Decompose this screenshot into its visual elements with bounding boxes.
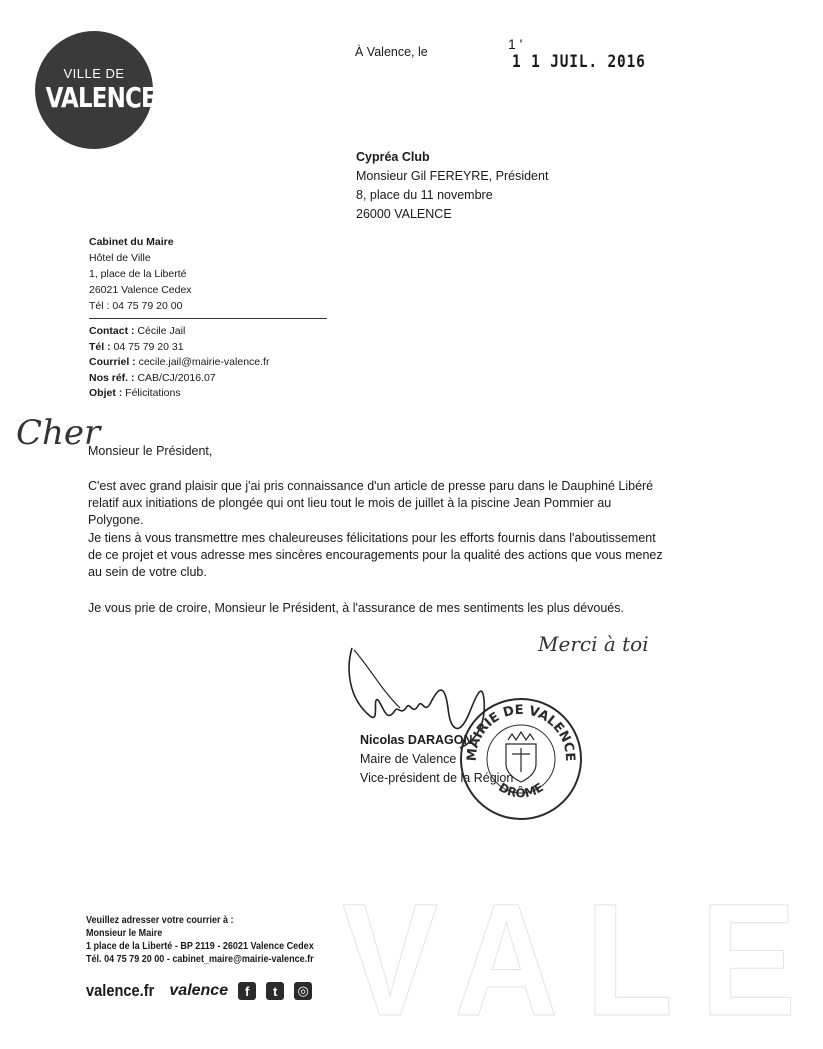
sender-line: 26021 Valence Cedex (89, 284, 192, 296)
sender-line: Tél : 04 75 79 20 00 (89, 300, 183, 312)
facebook-icon[interactable]: f (238, 982, 256, 1000)
logo-line-2: VALENCE (45, 81, 156, 114)
signer-name: Nicolas DARAGON (360, 733, 473, 747)
seal-top-text: MAIRIE DE VALENCE (464, 702, 578, 762)
footer-bar (86, 978, 312, 1004)
brand-logo: valence (169, 982, 229, 999)
city-logo (35, 31, 156, 149)
stamp-mark: 1 ' (508, 36, 523, 52)
recipient-org: Cypréa Club (356, 150, 430, 164)
ref-number: Nos réf. : CAB/CJ/2016.07 (89, 371, 216, 384)
divider (89, 318, 327, 319)
signer-title: Maire de Valence (360, 752, 457, 766)
sender-line: 1, place de la Liberté (89, 268, 187, 280)
recipient-line: Monsieur Gil FEREYRE, Président (356, 169, 549, 183)
recipient-address (356, 148, 548, 224)
signer-title: Vice-président de la Région (360, 771, 514, 785)
paragraph-2: Je tiens à vous transmettre mes chaleureuses félicitations pour les efforts fournis dans l'aboutissement de ce projet et vous adresse mes sincères encouragements pour la qualité des actions que vous menez au sein de votre club. (88, 531, 663, 579)
twitter-icon[interactable]: t (266, 982, 284, 1000)
handwritten-closing: Merci à toi (538, 632, 649, 656)
sender-office: Cabinet du Maire (89, 236, 174, 248)
recipient-line: 8, place du 11 novembre (356, 188, 493, 202)
logo-line-1: VILLE DE (63, 66, 125, 81)
recipient-line: 26000 VALENCE (356, 207, 452, 221)
svg-text:DRÔME (496, 780, 546, 800)
sender-address (89, 234, 192, 314)
watermark: VALE (342, 870, 823, 1049)
reference-block (89, 324, 269, 402)
paragraph-3: Je vous prie de croire, Monsieur le Président, à l'assurance de mes sentiments les plus dévoués. (88, 601, 624, 615)
website-link[interactable]: valence.fr (86, 981, 155, 1000)
date-stamp: 1 1 JUIL. 2016 (512, 52, 646, 72)
instagram-icon[interactable]: ◎ (294, 982, 312, 1000)
ref-phone: Tél : 04 75 79 20 31 (89, 340, 184, 353)
official-seal (458, 696, 584, 822)
crest-icon (506, 732, 536, 782)
sender-line: Hôtel de Ville (89, 252, 151, 264)
salutation: Monsieur le Président, (88, 444, 213, 458)
ref-subject: Objet : Félicitations (89, 387, 181, 399)
seal-bottom-text: DRÔME (496, 780, 546, 801)
footer-address: Veuillez adresser votre courrier à : Monsieur le Maire 1 place de la Liberté - BP 2119 - 26021 Valence Cedex Tél. 04 75 79 20 00 - cabinet_maire@mairie-valence.fr (86, 914, 314, 965)
ref-contact: Contact : Cécile Jail (89, 325, 186, 337)
place-line: À Valence, le (355, 45, 428, 59)
paragraph-1: C'est avec grand plaisir que j'ai pris connaissance d'un article de presse paru dans le Dauphiné Libéré relatif aux initiations de plongée qui ont lieu tout le mois de juillet à la piscine Jean Pommier au Polygone. (88, 479, 654, 527)
handwritten-greeting: Cher (16, 413, 101, 453)
ref-email: Courriel : cecile.jail@mairie-valence.fr (89, 356, 270, 368)
